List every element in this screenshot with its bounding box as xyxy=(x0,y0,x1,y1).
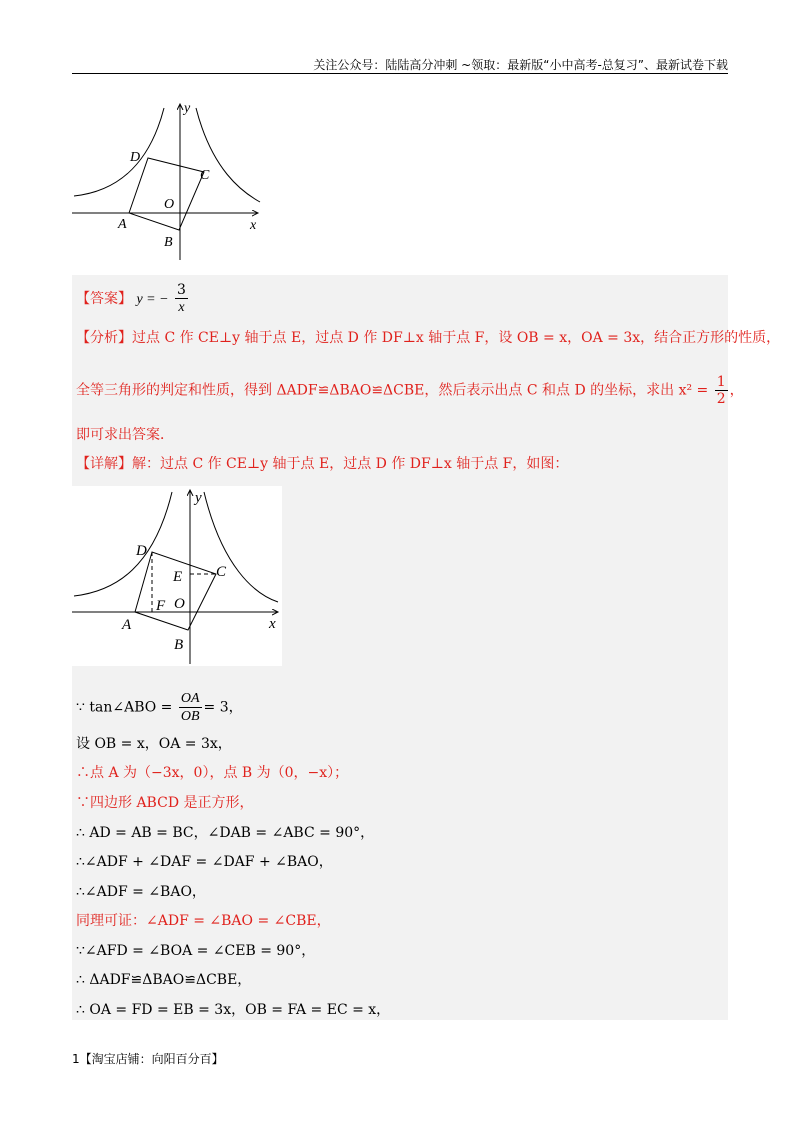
hyperbola-right xyxy=(196,108,260,202)
step-3: ∴点 A 为（−3x，0），点 B 为（0，−x）； xyxy=(76,765,349,781)
label-b: B xyxy=(164,235,173,250)
step-10: ∴ ΔADF≌ΔBAO≌ΔCBE， xyxy=(76,972,252,988)
answer-line xyxy=(76,282,190,316)
label-x: x xyxy=(269,616,276,632)
hyperbola-left xyxy=(74,492,172,596)
step-1: ∵ tan∠ABO = $\frac{OA}{OB}$ = 3， xyxy=(76,691,243,724)
detail-line: 【详解】解：过点 C 作 CE⊥y 轴于点 E，过点 D 作 DF⊥x 轴于点 F，如图： xyxy=(76,456,569,472)
analysis-fraction: $\frac{1}{2}$ xyxy=(716,374,726,407)
step-6: ∴∠ADF + ∠DAF = ∠DAF + ∠BAO， xyxy=(76,854,333,870)
page-header: 关注公众号：陆陆高分冲刺 ~领取：最新版“小中高考-总复习”、最新试卷下载 xyxy=(313,58,728,72)
label-e: E xyxy=(173,569,183,585)
label-y: y xyxy=(195,490,202,506)
label-y: y xyxy=(184,101,191,116)
step-1-fraction: $\frac{OA}{OB}$ xyxy=(180,691,200,724)
square-abcd xyxy=(129,158,204,230)
detail-tag: 【详解】 xyxy=(76,456,132,472)
answer-tag: 【答案】 xyxy=(76,291,132,307)
figure-1 xyxy=(72,100,272,265)
analysis-tag: 【分析】 xyxy=(76,330,132,346)
analysis-line-2: 全等三角形的判定和性质，得到 ΔADF≌ΔBAO≌ΔCBE，然后表示出点 C 和点 D 的坐标，求出 x² = $\frac{1}{2}$ ， xyxy=(76,374,744,407)
label-b: B xyxy=(174,637,184,653)
analysis-line-1: 【分析】过点 C 作 CE⊥y 轴于点 E，过点 D 作 DF⊥x 轴于点 F，设 OB = x，OA = 3x，结合正方形的性质， xyxy=(76,330,781,346)
label-c: C xyxy=(200,168,210,183)
header-divider xyxy=(72,73,728,74)
label-a: A xyxy=(122,617,132,633)
answer-expr: y = − xyxy=(136,292,169,307)
step-8: 同理可证：∠ADF = ∠BAO = ∠CBE， xyxy=(76,913,331,929)
figure-2 xyxy=(72,486,282,666)
analysis-line-3: 即可求出答案． xyxy=(76,427,174,443)
hyperbola-left xyxy=(74,108,164,196)
step-7: ∴∠ADF = ∠BAO， xyxy=(76,884,206,900)
label-f: F xyxy=(156,598,166,614)
label-x: x xyxy=(250,218,257,233)
label-o: O xyxy=(164,197,175,212)
hyperbola-right xyxy=(204,492,278,602)
answer-fraction: $\frac{3}{x}$ xyxy=(177,282,186,315)
label-o: O xyxy=(174,596,185,612)
label-a: A xyxy=(118,217,127,232)
step-2: 设 OB = x，OA = 3x， xyxy=(76,736,232,752)
label-c: C xyxy=(216,564,227,580)
step-9: ∵∠AFD = ∠BOA = ∠CEB = 90°， xyxy=(76,943,316,959)
label-d: D xyxy=(130,150,141,165)
label-d: D xyxy=(136,543,147,559)
step-11: ∴ OA = FD = EB = 3x，OB = FA = EC = x， xyxy=(76,1002,391,1018)
step-4: ∵四边形 ABCD 是正方形， xyxy=(76,795,254,811)
square-abcd xyxy=(135,552,216,630)
step-5: ∴ AD = AB = BC，∠DAB = ∠ABC = 90°， xyxy=(76,825,375,841)
page-footer: 1【淘宝店铺：向阳百分百】 xyxy=(72,1052,224,1066)
